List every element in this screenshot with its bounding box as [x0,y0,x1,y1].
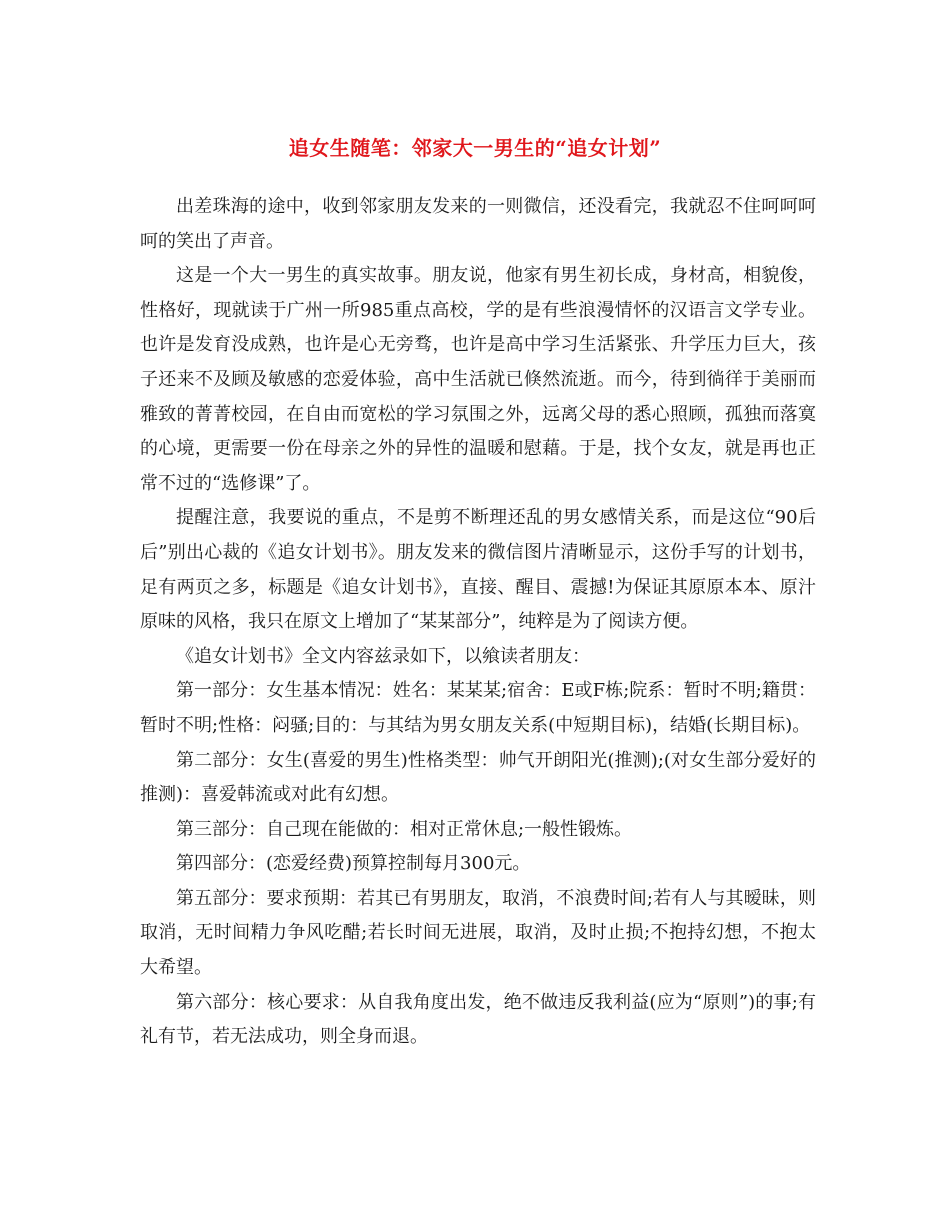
article-body [140,190,816,1055]
paragraph: 第三部分：自己现在能做的：相对正常休息;一般性锻炼。 [176,818,633,840]
paragraph: 出差珠海的途中，收到邻家朋友发来的一则微信，还没看完，我就忍不住呵呵呵呵的笑出了声音。 [140,196,816,252]
paragraph: 《追女计划书》全文内容兹录如下，以飨读者朋友： [176,645,590,667]
paragraph: 第一部分：女生基本情况：姓名：某某某;宿舍：E或F栋;院系：暂时不明;籍贯：暂时不明;性格：闷骚;目的：与其结为男女朋友关系(中短期目标)，结婚(长期目标)。 [140,680,816,736]
paragraph: 第四部分：(恋爱经费)预算控制每月300元。 [176,853,531,875]
page-title: 追女生随笔：邻家大一男生的“追女计划” [288,136,662,161]
paragraph: 第二部分：女生(喜爱的男生)性格类型：帅气开朗阳光(推测);(对女生部分爱好的推测)：喜爱韩流或对此有幻想。 [140,749,816,806]
paragraph: 这是一个大一男生的真实故事。朋友说，他家有男生初长成，身材高，相貌俊，性格好，现就读于广州一所985重点高校，学的是有些浪漫情怀的汉语言文学专业。也许是发育没成熟，也许是心无旁骛，也许是高中学习生活紧张、升学压力巨大，孩子还来不及顾及敏感的恋爱体验，高中生活就已倏然流逝。而今，待到徜徉于美丽而雅致的菁菁校园，在自由而宽松的学习氛围之外，远离父母的悉心照顾，孤独而落寞的心境，更需要一份在母亲之外的异性的温暖和慰藉。于是，找个女友，就是再也正常不过的“选修课”了。 [140,265,816,494]
paragraph: 提醒注意，我要说的重点，不是剪不断理还乱的男女感情关系，而是这位“90后后”别出心裁的《追女计划书》。朋友发来的微信图片清晰显示，这份手写的计划书，足有两页之多，标题是《追女计划书》，直接、醒目、震撼!为保证其原原本本、原汁原味的风格，我只在原文上增加了“某某部分”，纯粹是为了阅读方便。 [140,507,816,633]
paragraph: 第五部分：要求预期：若其已有男朋友，取消，不浪费时间;若有人与其暧昧，则取消，无时间精力争风吃醋;若长时间无进展，取消，及时止损;不抱持幻想，不抱太大希望。 [140,887,816,979]
paragraph: 第六部分：核心要求：从自我角度出发，绝不做违反我利益(应为“原则”)的事;有礼有节，若无法成功，则全身而退。 [140,991,816,1048]
